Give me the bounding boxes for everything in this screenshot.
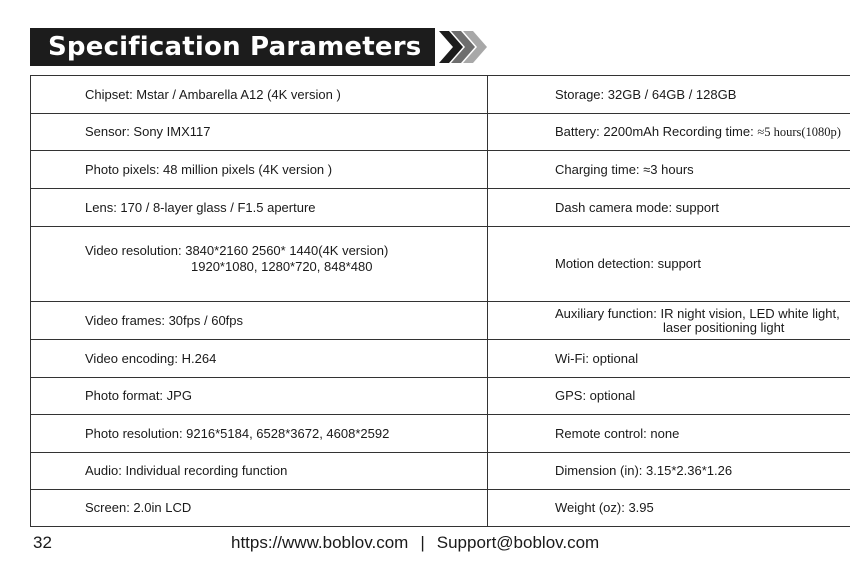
spec-dash-mode: Dash camera mode: support [488,189,850,227]
spec-sensor: Sensor: Sony IMX117 [31,114,488,151]
spec-chipset: Chipset: Mstar / Ambarella A12 (4K version ) [31,76,488,114]
auxiliary-line1: Auxiliary function: IR night vision, LED white light, [555,305,840,321]
table-row [31,151,850,189]
table-row [31,189,850,227]
video-resolution-line2: 1920*1080, 1280*720, 848*480 [191,259,373,274]
table-row [31,378,850,415]
spec-photo-resolution: Photo resolution: 9216*5184, 6528*3672, 4608*2592 [31,415,488,453]
spec-dimension: Dimension (in): 3.15*2.36*1.26 [488,453,850,490]
video-resolution-line1: Video resolution: 3840*2160 2560* 1440(4K version) [85,243,389,258]
table-row [31,76,850,114]
spec-charging-time: Charging time: ≈3 hours [488,151,850,189]
support-email-link[interactable]: Support@boblov.com [436,533,600,552]
table-row [31,415,850,453]
footer [0,533,850,555]
spec-lens: Lens: 170 / 8-layer glass / F1.5 aperture [31,189,488,227]
recording-time-value: ≈5 hours(1080p) [757,125,841,139]
page-title: Specification Parameters [30,28,435,66]
spec-video-frames: Video frames: 30fps / 60fps [31,302,488,340]
spec-battery [488,114,850,151]
spec-remote-control: Remote control: none [488,415,850,453]
table-row [31,490,850,527]
footer-separator: | [420,533,425,552]
table-row [31,302,850,340]
table-row [31,114,850,151]
footer-contact [231,533,599,553]
website-link[interactable]: https://www.boblov.com [231,533,409,552]
spec-wifi: Wi-Fi: optional [488,340,850,378]
table-row [31,227,850,302]
spec-gps: GPS: optional [488,378,850,415]
section-header [30,28,489,66]
auxiliary-line2: laser positioning light [663,319,785,335]
spec-weight: Weight (oz): 3.95 [488,490,850,527]
spec-video-encoding: Video encoding: H.264 [31,340,488,378]
spec-storage: Storage: 32GB / 64GB / 128GB [488,76,850,114]
spec-table [30,75,850,527]
spec-motion-detection: Motion detection: support [488,227,850,302]
table-row [31,340,850,378]
table-row [31,453,850,490]
spec-auxiliary [488,302,850,340]
chevron-arrows-icon [437,28,489,66]
battery-text: Battery: 2200mAh Recording time: [555,124,758,139]
page-number: 32 [33,533,52,552]
spec-audio: Audio: Individual recording function [31,453,488,490]
spec-screen: Screen: 2.0in LCD [31,490,488,527]
spec-video-resolution [31,227,488,302]
spec-photo-pixels: Photo pixels: 48 million pixels (4K version ) [31,151,488,189]
spec-photo-format: Photo format: JPG [31,378,488,415]
